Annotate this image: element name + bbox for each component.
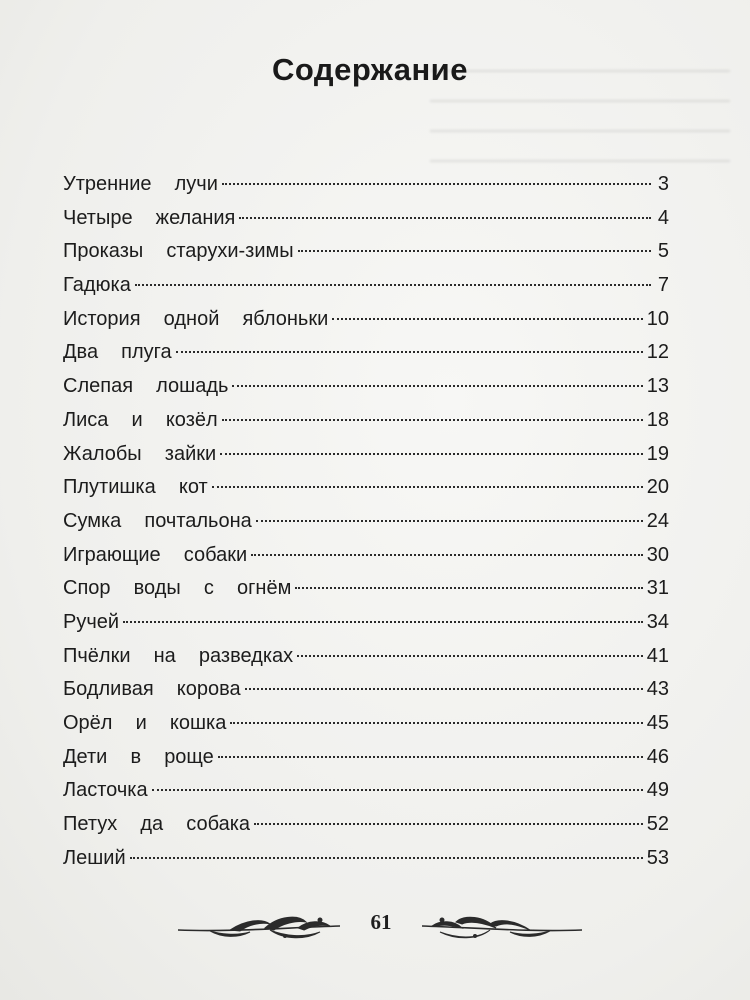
page-title: Содержание <box>272 52 468 87</box>
dot-leader <box>239 217 651 219</box>
toc-entry <box>63 640 669 674</box>
toc-entry-page: 30 <box>646 543 669 566</box>
toc-entry <box>63 336 669 370</box>
toc-entry-title: Жалобы зайки <box>63 442 217 465</box>
toc-entry <box>63 539 669 573</box>
toc-entry-page: 46 <box>646 745 669 768</box>
toc-entry-title: Петух да собака <box>63 813 251 836</box>
toc-entry-title: Проказы старухи-зимы <box>63 240 294 263</box>
toc-entry-page: 13 <box>646 375 669 398</box>
toc-entry-title: Леший <box>63 846 126 869</box>
toc-entry-title: Гадюка <box>63 274 131 297</box>
toc-entry-page: 10 <box>646 307 669 330</box>
dot-leader <box>176 351 643 353</box>
toc-entry <box>63 235 669 269</box>
page-number: 61 <box>370 910 392 934</box>
dot-leader <box>245 688 643 690</box>
toc-entry-page: 5 <box>657 240 669 263</box>
dot-leader <box>230 722 642 724</box>
dot-leader <box>152 789 643 791</box>
dot-leader <box>220 453 643 455</box>
toc-entry-page: 18 <box>646 408 669 431</box>
toc-entry <box>63 202 669 236</box>
toc-entry-title: Сумка почтальона <box>63 509 252 532</box>
toc-entry-title: Дети в роще <box>63 745 214 768</box>
toc-entry <box>63 673 669 707</box>
toc-entry <box>63 606 669 640</box>
toc-entry <box>63 774 669 808</box>
footer-ornament <box>170 906 590 946</box>
toc-entry-page: 4 <box>657 206 669 229</box>
toc-entry <box>63 269 669 303</box>
toc-entry-title: Бодливая корова <box>63 678 241 701</box>
toc-entry-title: Лиса и козёл <box>63 408 218 431</box>
toc-entry-title: Играющие собаки <box>63 543 248 566</box>
dot-leader <box>123 621 643 623</box>
toc-entry-page: 45 <box>646 712 669 734</box>
dot-leader <box>130 857 643 859</box>
toc-entry <box>63 572 669 606</box>
toc-entry-title: Четыре желания <box>63 206 236 229</box>
toc-entry-title: Ручей <box>63 610 120 633</box>
dot-leader <box>135 284 651 286</box>
dot-leader <box>222 183 651 185</box>
toc-entry-page: 20 <box>646 476 669 499</box>
toc-entry-page: 24 <box>646 509 669 532</box>
toc-entry <box>63 168 669 202</box>
toc-entry-title: История одной яблоньки <box>63 307 329 330</box>
dot-leader <box>222 419 643 421</box>
dot-leader <box>218 756 643 758</box>
toc-entry <box>63 808 669 842</box>
dot-leader <box>212 486 643 488</box>
toc-entry <box>63 741 669 775</box>
dot-leader <box>298 250 651 252</box>
toc-entry <box>63 707 669 741</box>
dot-leader <box>297 655 643 657</box>
toc-entry-title: Два плуга <box>63 341 172 364</box>
toc-entry-title: Орёл и кошка <box>63 712 227 734</box>
toc-entry-page: 41 <box>646 644 669 667</box>
toc-entry <box>63 370 669 404</box>
toc-entry <box>63 404 669 438</box>
toc-entry-page: 53 <box>646 846 669 869</box>
toc-entry <box>63 471 669 505</box>
toc-entry <box>63 438 669 472</box>
table-of-contents <box>63 168 669 875</box>
toc-entry-page: 31 <box>646 577 669 600</box>
dot-leader <box>232 385 642 387</box>
toc-entry-page: 52 <box>646 813 669 836</box>
toc-entry <box>63 505 669 539</box>
toc-entry <box>63 842 669 876</box>
toc-entry-page: 19 <box>646 442 669 465</box>
dot-leader <box>256 520 643 522</box>
toc-entry-page: 7 <box>657 274 669 297</box>
toc-entry-page: 3 <box>657 173 669 195</box>
toc-entry-title: Спор воды с огнём <box>63 577 292 600</box>
dot-leader <box>254 823 643 825</box>
toc-entry-title: Слепая лошадь <box>63 375 229 398</box>
dot-leader <box>295 587 642 589</box>
toc-entry <box>63 303 669 337</box>
toc-entry-title: Ласточка <box>63 779 148 802</box>
toc-entry-title: Утренние лучи <box>63 173 218 195</box>
toc-entry-page: 34 <box>646 610 669 633</box>
dot-leader <box>251 554 643 556</box>
toc-entry-title: Плутишка кот <box>63 476 208 499</box>
toc-entry-title: Пчёлки на разведках <box>63 644 294 667</box>
toc-entry-page: 12 <box>646 341 669 364</box>
toc-entry-page: 43 <box>646 678 669 701</box>
toc-entry-page: 49 <box>646 779 669 802</box>
dot-leader <box>332 318 642 320</box>
